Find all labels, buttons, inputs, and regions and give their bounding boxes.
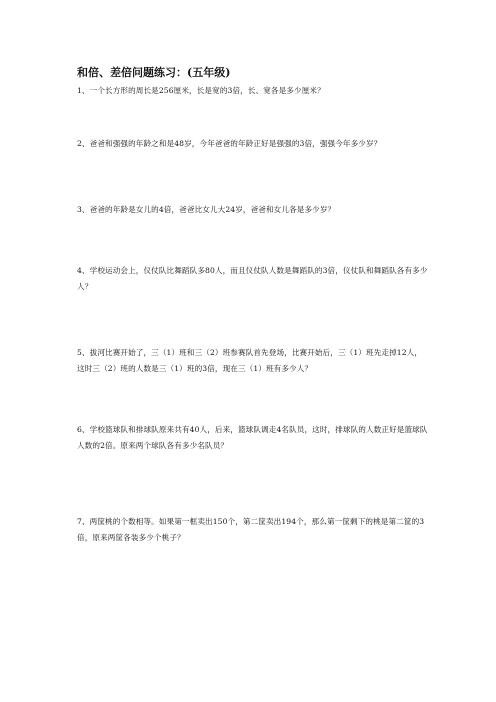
question-1: 1、一个长方形的周长是256厘米，长是宽的3倍，长、宽各是多少厘米？ (77, 86, 325, 95)
worksheet-title: 和倍、差倍问题练习：(五年级) (77, 66, 231, 79)
question-5: 5、拔河比赛开始了，三（1）班和三（2）班参赛队首先登场，比赛开始后，三（1）班先走掉12人，这时三（2）班的人数是三（1）班的3倍，现在三（1）班有多少人？ (77, 348, 423, 373)
question-6: 6、学校篮球队和排球队原来共有40人，后来，篮球队调走4名队员，这时，排球队的人数正好是篮球队人数的2倍。原来两个球队各有多少名队员？ (77, 425, 428, 450)
question-4: 4、学校运动会上，仪仗队比舞蹈队多80人，而且仪仗队人数是舞蹈队的3倍，仪仗队和舞蹈队各有多少人？ (77, 266, 428, 291)
question-7: 7、两筐桃的个数相等。如果第一框卖出150个，第二筐卖出194个，那么第一筐剩下的桃是第二筐的3倍，原来两筐各装多少个桃子？ (77, 517, 425, 542)
question-2: 2、爸爸和强强的年龄之和是48岁，今年爸爸的年龄正好是强强的3倍，强强今年多少岁？ (77, 139, 382, 148)
question-3: 3、爸爸的年龄是女儿的4倍，爸爸比女儿大24岁，爸爸和女儿各是多少岁？ (77, 205, 336, 214)
